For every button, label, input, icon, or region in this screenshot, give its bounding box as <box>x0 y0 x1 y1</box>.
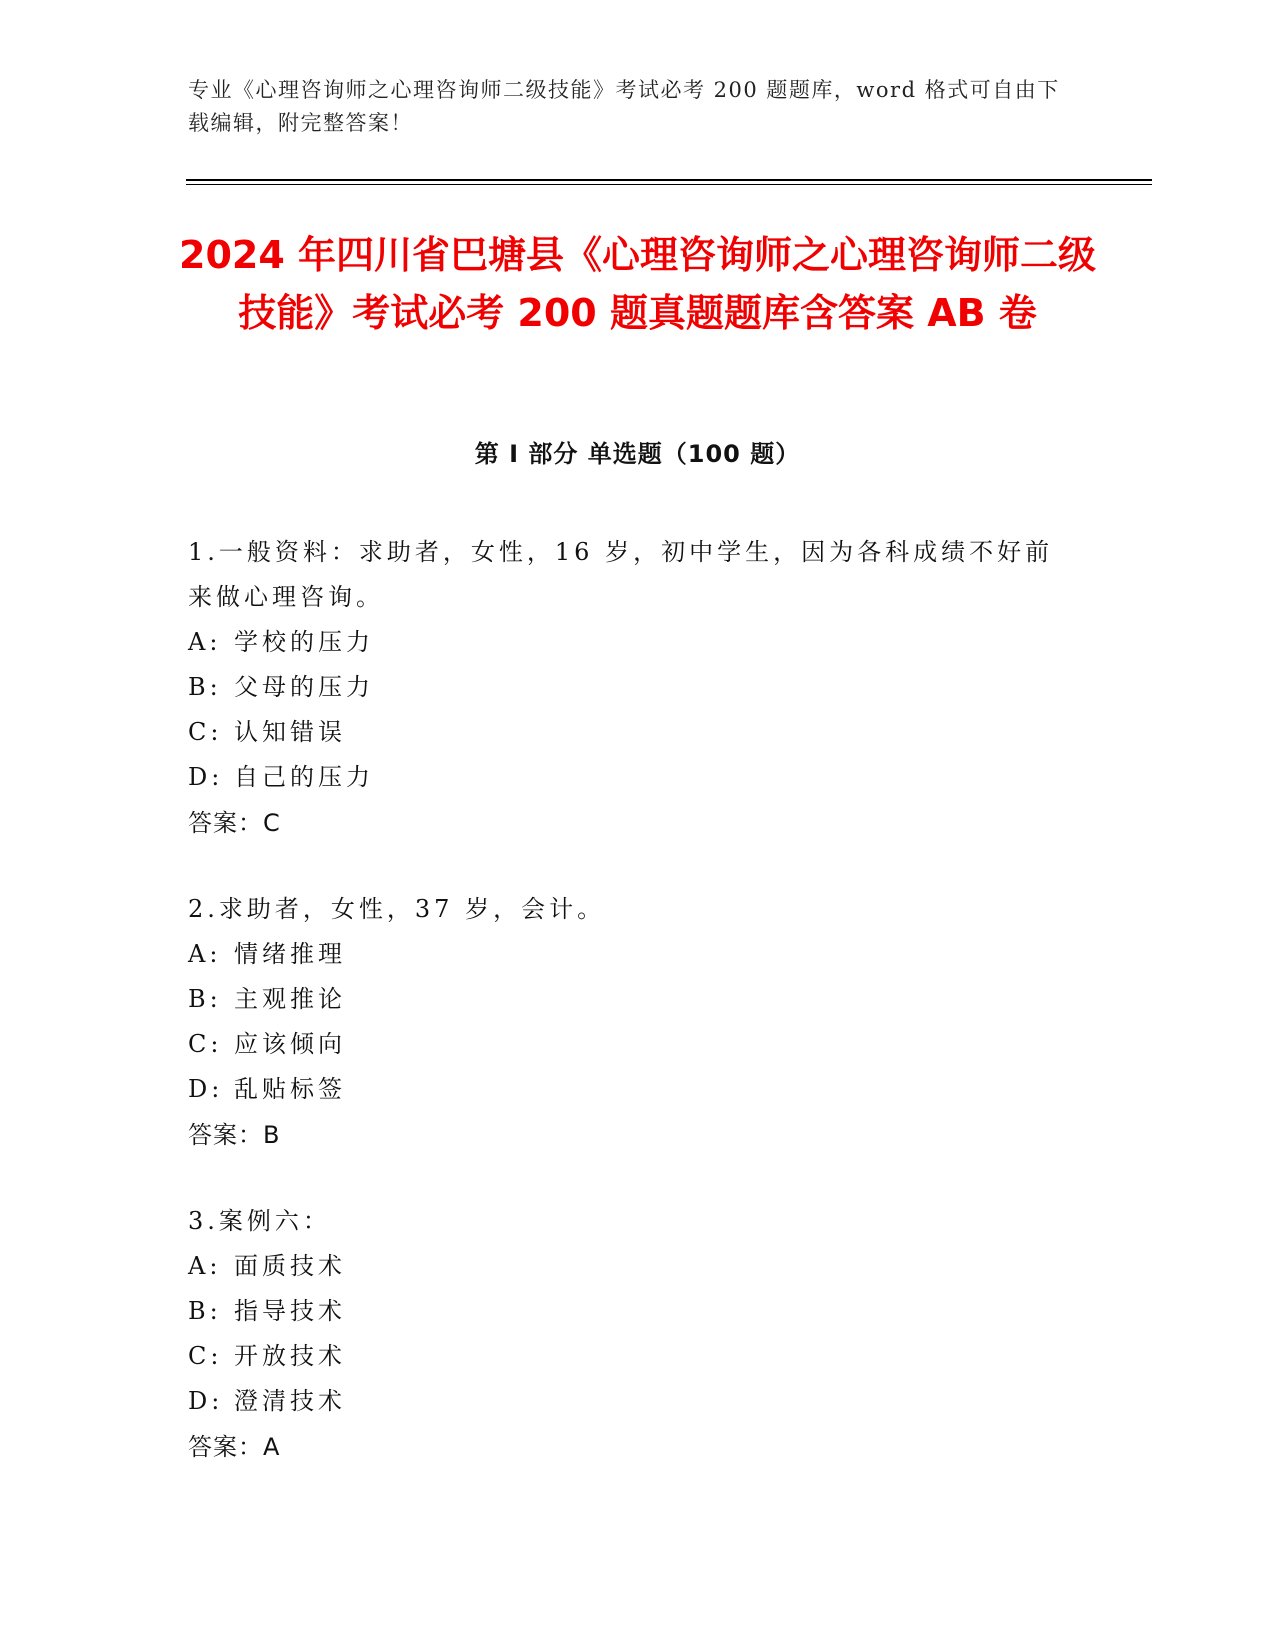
answer-label: 答案： <box>188 1433 263 1461</box>
option-c <box>188 1334 1068 1379</box>
option-text: 澄清技术 <box>234 1387 346 1415</box>
option-letter: D: <box>188 1387 224 1415</box>
option-d <box>188 1379 1068 1424</box>
option-d <box>188 1067 1068 1112</box>
option-text: 认知错误 <box>234 718 346 746</box>
section-heading: 第 I 部分 单选题（100 题） <box>474 440 801 468</box>
answer-line <box>188 1112 1068 1158</box>
question-stem: 1.一般资料：求助者，女性，16 岁，初中学生，因为各科成绩不好前来做心理咨询。 <box>188 538 1054 611</box>
answer-line <box>188 1424 1068 1470</box>
option-letter: B: <box>188 985 222 1013</box>
option-b <box>188 665 1068 710</box>
question-stem: 2.求助者，女性，37 岁，会计。 <box>188 895 606 923</box>
question-stem: 3.案例六： <box>188 1207 331 1235</box>
answer-label: 答案： <box>188 809 263 837</box>
option-letter: D: <box>188 763 224 791</box>
option-a <box>188 1244 1068 1289</box>
option-letter: C: <box>188 1342 223 1370</box>
option-text: 指导技术 <box>234 1297 346 1325</box>
header-divider <box>186 179 1152 181</box>
option-a <box>188 932 1068 977</box>
option-a <box>188 620 1068 665</box>
option-letter: B: <box>188 673 222 701</box>
answer-line <box>188 800 1068 846</box>
option-text: 情绪推理 <box>234 940 346 968</box>
option-letter: C: <box>188 718 223 746</box>
option-d <box>188 755 1068 800</box>
option-text: 开放技术 <box>234 1342 346 1370</box>
option-letter: A: <box>188 940 222 968</box>
option-text: 面质技术 <box>234 1252 346 1280</box>
option-c <box>188 1022 1068 1067</box>
header-note: 专业《心理咨询师之心理咨询师二级技能》考试必考 200 题题库，word 格式可自由下载编辑，附完整答案！ <box>188 78 1060 135</box>
option-letter: A: <box>188 1252 222 1280</box>
option-text: 学校的压力 <box>234 628 374 656</box>
option-letter: B: <box>188 1297 222 1325</box>
option-letter: D: <box>188 1075 224 1103</box>
question-2 <box>188 887 1068 1158</box>
option-text: 自己的压力 <box>234 763 374 791</box>
option-b <box>188 977 1068 1022</box>
question-list <box>188 530 1068 1511</box>
answer-label: 答案： <box>188 1121 263 1149</box>
option-text: 乱贴标签 <box>234 1075 346 1103</box>
option-letter: C: <box>188 1030 223 1058</box>
answer-value: C <box>263 809 281 837</box>
answer-value: B <box>263 1121 281 1149</box>
document-title: 2024 年四川省巴塘县《心理咨询师之心理咨询师二级技能》考试必考 200 题真题题库含答案 AB 卷 <box>179 233 1096 335</box>
question-1 <box>188 530 1068 846</box>
option-letter: A: <box>188 628 222 656</box>
option-text: 应该倾向 <box>234 1030 346 1058</box>
option-c <box>188 710 1068 755</box>
question-3 <box>188 1199 1068 1470</box>
option-b <box>188 1289 1068 1334</box>
answer-value: A <box>263 1433 281 1461</box>
header-divider-thin <box>186 184 1152 185</box>
option-text: 父母的压力 <box>234 673 374 701</box>
option-text: 主观推论 <box>234 985 346 1013</box>
